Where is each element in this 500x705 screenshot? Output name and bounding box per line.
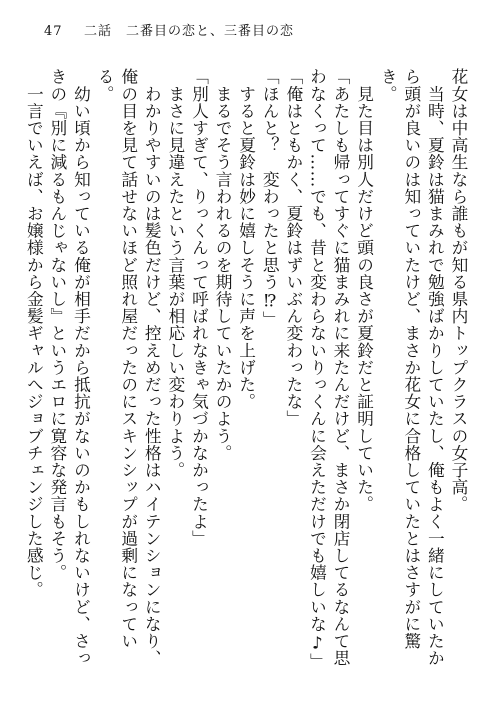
chapter-title: 二話 二番目の恋と、三番目の恋 (84, 24, 295, 39)
page-number: 47 (44, 24, 63, 39)
paragraph: すると夏鈴は妙に嬉しそうに声を上げた。 (236, 68, 257, 410)
dialogue-paragraph: 「ほんと？ 変わったと思う⁉」 (260, 68, 281, 328)
paragraph: 幼い頃から知っている俺が相手だから抵抗がないのかもしれないけど、さっきの『別に減るもんじゃないし』というエロに寛容な発言もそう。 (47, 68, 92, 667)
dialogue-paragraph: 「別人すぎて、りっくんって呼ばれなきゃ気づかなかったよ」 (189, 68, 210, 547)
paragraph: まるでそう言われるのを期待していたかのよう。 (213, 68, 234, 462)
dialogue-paragraph: 「あたしも帰ってすぐに猫まみれに来たんだけど、まさか閉店してるなんて思わなくって……でも、昔と変わらないりっくんに会えただけでも嬉しいな♪」 (307, 68, 352, 670)
dialogue-paragraph: 「俺はともかく、夏鈴はずいぶん変わったな」 (283, 68, 304, 428)
paragraph: 当時、夏鈴は猫まみれで勉強ばかりしていたし、俺もよく一緒にしていたから頭が良いのは知っていたけど、まさか花女に合格していたとはさすがに驚き。 (378, 68, 446, 667)
paragraph: 一言でいえば、お嬢様から金髪ギャルへジョブチェンジした感じ。 (24, 68, 45, 599)
paragraph: わかりやすいのは髪色だけど、控えめだった性格はハイテンションになり、俺の目を見て話せないほど照れ屋だったのにスキンシップが過剰になっている。 (95, 68, 163, 667)
paragraph: 見た目は別人だけど頭の良さが夏鈴だと証明していた。 (354, 68, 375, 513)
body-text (24, 68, 470, 680)
paragraph: まさに見違えたという言葉が相応しい変わりよう。 (165, 68, 186, 479)
paragraph: 花女は中高生なら誰もが知る県内トップクラスの女子高。 (449, 68, 469, 513)
page-header (44, 24, 294, 40)
